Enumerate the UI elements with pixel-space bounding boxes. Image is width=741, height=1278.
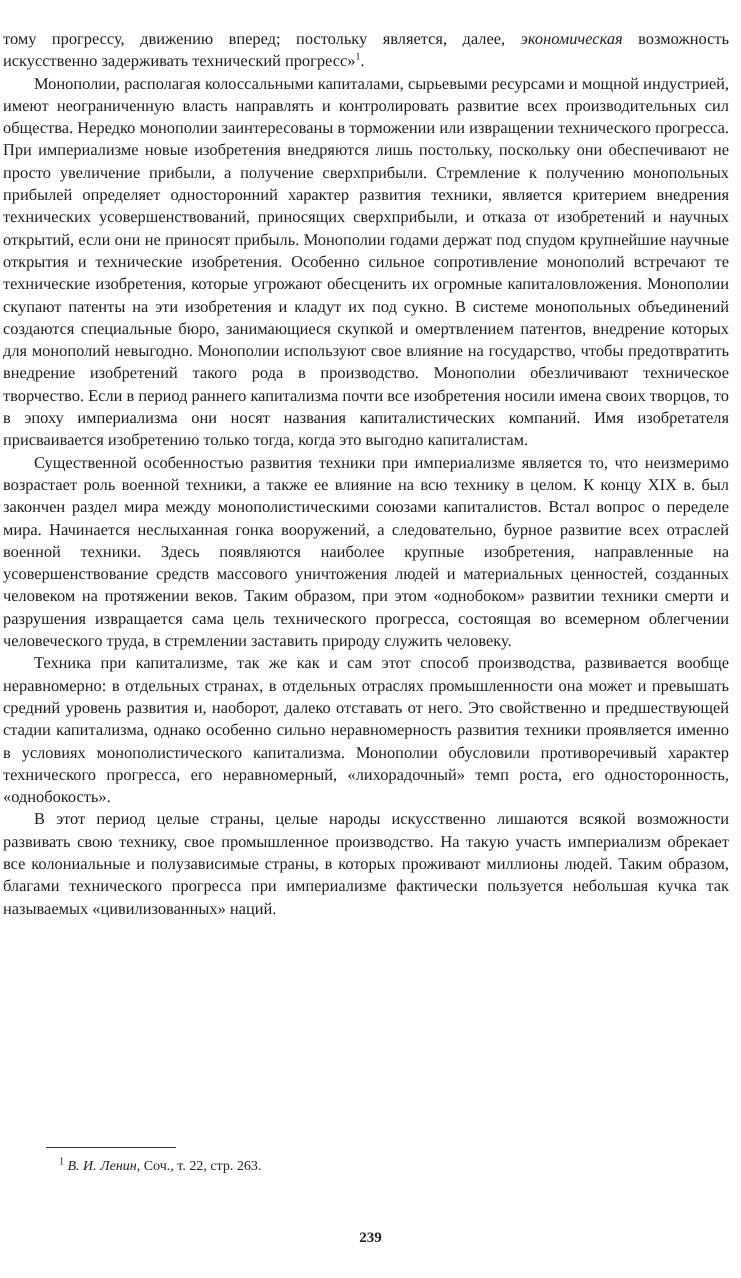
emphasized-word: экономическая <box>520 29 623 48</box>
footnote-reference: 1 <box>355 51 361 63</box>
paragraph-continuation-text-end: возможность искусственно задерживать технический прогресс» <box>3 29 729 71</box>
paragraph-uneven-development: Техника при капитализме, так же как и сам этот способ производства, развивается вообще неравномерно: в отдельных странах, в отдельных отраслях промышленности она может и превышать средний уровень развития и, наоборот, далеко отставать от него. Это свойственно и предшествующей стадии капитализма, однако особенно сильно неравномерность развития техники проявляется именно в условиях монополистического капитализма. Монополии обусловили противоречивый характер технического прогресса, его неравномерный, «лихорадочный» темп роста, его односторонность, «однобокость». <box>3 653 729 807</box>
footnote-author: В. И. Ленин <box>67 1159 137 1174</box>
paragraph-continuation-text: тому прогрессу, движению вперед; постольку является, далее, <box>3 29 521 48</box>
paragraph-continuation <box>3 28 729 73</box>
footnote-marker: 1 <box>59 1156 64 1168</box>
footnote-source: , Соч., т. 22, стр. 263. <box>136 1159 262 1174</box>
footnote-divider <box>46 1147 176 1148</box>
paragraph-military-technology: Существенной особенностью развития техники при империализме является то, что неизмеримо возрастает роль военной техники, а также ее влияние на всю технику в целом. К концу XIX в. был закончен раздел мира между монополистическими союзами капиталистов. Встал вопрос о переделе мира. Начинается неслыханная гонка вооружений, а следовательно, бурное развитие всех отраслей военной техники. Здесь появляются наиболее крупные изобретения, направленные на усовершенствование средств массового уничтожения людей и материальных ценностей, созданных человеком на протяжении веков. Таким образом, при этом «однобоком» развитии техники смерти и разрушения извращается сама цель технического прогресса, состоящая во всемерном облегчении человеческого труда, в стремлении заставить природу служить человеку. <box>3 452 729 651</box>
paragraph-monopolies: Монополии, располагая колоссальными капиталами, сырьевыми ресурсами и мощной индустрией, имеют неограниченную власть направлять и контролировать развитие всех производительных сил общества. Нередко монополии заинтересованы в торможении или извращении технического прогресса. При империализме новые изобретения внедряются лишь постольку, поскольку они обеспечивают не просто увеличение прибыли, а получение сверхприбыли. Стремление к получению монопольных прибылей определяет односторонний характер развития техники, является критерием внедрения технических усовершенствований, приносящих сверхприбыли, и отказа от изобретений и научных открытий, если они не приносят прибыль. Монополии годами держат под спудом крупнейшие научные открытия и технические изобретения. Особенно сильное сопротивление монополий встречают те технические изобретения, которые угрожают обесценить их огромные капиталовложения. Монополии скупают патенты на эти изобретения и кладут их под сукно. В системе монопольных объединений создаются специальные бюро, занимающиеся скупкой и омертвлением патентов, внедрение которых для монополий невыгодно. Монополии используют свое влияние на государство, чтобы предотвратить внедрение изобретений такого рода в производство. Монополии обезличивают техническое творчество. Если в период раннего капитализма почти все изобретения носили имена своих творцов, то в эпоху империализма они носят названия капиталистических компаний. Имя изобретателя присваивается изобретению только тогда, когда это выгодно капиталистам. <box>3 73 729 450</box>
paragraph-continuation-period: . <box>360 51 365 71</box>
paragraph-colonial-countries: В этот период целые страны, целые народы искусственно лишаются всякой возможности развивать свою технику, свое промышленное производство. На такую участь империализм обрекает все колониальные и полузависимые страны, в которых проживают миллионы людей. Таким образом, благами технического прогресса при империализме фактически пользуется небольшая кучка так называемых «цивилизованных» наций. <box>3 809 729 918</box>
page-number: 239 <box>359 1230 382 1246</box>
footnote <box>59 1158 261 1176</box>
